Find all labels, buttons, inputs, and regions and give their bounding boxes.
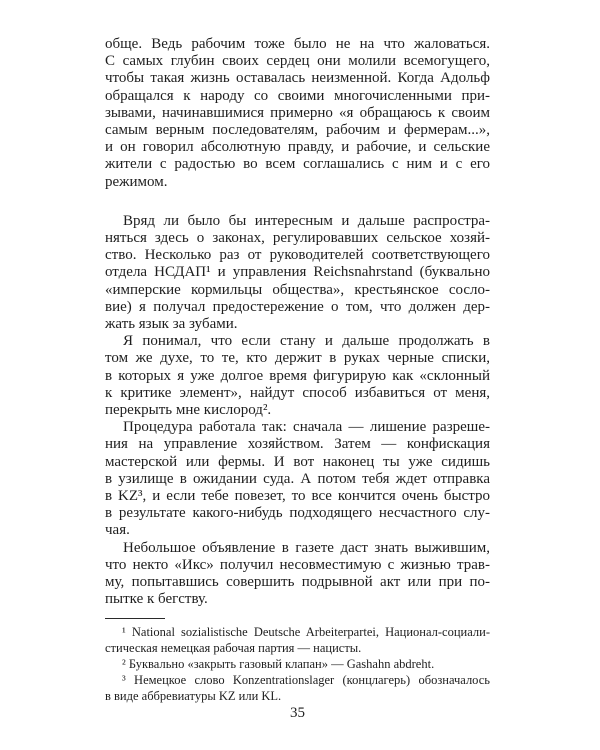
text-line: самым верным последователям, рабочим и фермерам...», xyxy=(105,122,490,139)
text-line: ния на управление хозяйством. Затем — конфискация xyxy=(105,436,490,453)
text-line: мастерской или фермы. И вот наконец ты уже сидишь xyxy=(105,453,490,470)
footnote-line: ² Буквально «закрыть газовый клапан» — Gashahn abdreht. xyxy=(122,657,435,671)
text-line: С самых глубин своих сердец они молили всемогущего, xyxy=(105,53,490,70)
text-line: Небольшое объявление в газете даст знать выжившим, xyxy=(123,539,490,556)
main-text xyxy=(105,36,490,609)
text-line: жители с радостью во всем соглашались с ним и с его xyxy=(105,156,490,173)
footnotes xyxy=(105,624,490,704)
text-line: перекрыть мне кислород². xyxy=(105,402,272,419)
text-line: что некто «Икс» получил несовместимую с жизнью трав- xyxy=(105,556,490,573)
text-line: му, попытавшись совершить подрывной акт или при по- xyxy=(105,574,490,591)
text-line: Вряд ли было бы интересным и дальше распростра- xyxy=(123,212,490,229)
text-line: няться здесь о законах, регулировавших сельское хозяй- xyxy=(105,230,490,247)
text-line: чтобы такая жизнь оставалась неизменной. Когда Адольф xyxy=(105,70,490,87)
text-line: в узилище в ожидании суда. А потом тебя ждет отправка xyxy=(105,470,490,487)
text-line: том же духе, то те, кто держит в руках черные списки, xyxy=(105,350,490,367)
text-line: ство. Несколько раз от руководителей соответствующего xyxy=(105,247,490,264)
text-line: обще. Ведь рабочим тоже было не на что жаловаться. xyxy=(105,36,490,52)
text-line: «имперские кормильцы общества», крестьянское сосло- xyxy=(105,281,490,298)
text-line: к критике элемент», найдут способ избавиться от меня, xyxy=(105,384,490,401)
paragraph xyxy=(105,333,490,419)
text-line: отдела НСДАП¹ и управления Reichsnahrstand (буквально xyxy=(105,264,490,281)
paragraph xyxy=(105,213,490,333)
paragraph xyxy=(105,36,490,191)
paragraph xyxy=(105,419,490,539)
text-line: зывами, начинавшимися примерно «я обращаюсь к своим xyxy=(105,104,490,121)
text-line: и он говорил абсолютную правду, и рабочие, и сельские xyxy=(105,139,490,156)
footnote xyxy=(105,656,490,672)
text-line: обращался к народу со своими многочисленными при- xyxy=(105,87,490,104)
footnote-line: ¹ National sozialistische Deutsche Arbeiterpartei, Национал-социали- xyxy=(122,625,490,639)
footnote-line: стическая немецкая рабочая партия — нацисты. xyxy=(105,641,362,655)
paragraph xyxy=(105,540,490,609)
page-number: 35 xyxy=(290,705,305,721)
text-line: чая. xyxy=(105,522,130,539)
footnote-line: ³ Немецкое слово Konzentrationslager (концлагерь) обозначалось xyxy=(122,673,490,687)
footnote xyxy=(105,624,490,656)
text-line: вие) я получал предостережение о том, что должен дер- xyxy=(105,298,490,315)
footnote-line: в виде аббревиатуры KZ или KL. xyxy=(105,689,282,703)
text-line: режимом. xyxy=(105,173,168,190)
text-line: Я понимал, что если стану и дальше продолжать в xyxy=(123,333,490,350)
footnote xyxy=(105,672,490,704)
text-line: Процедура работала так: сначала — лишение разреше- xyxy=(123,419,490,436)
text-line: жать язык за зубами. xyxy=(105,316,238,333)
footnote-separator xyxy=(105,618,165,619)
text-line: в результате какого-нибудь подходящего несчастного слу- xyxy=(105,505,490,522)
text-line: пытке к бегству. xyxy=(105,591,208,608)
text-line: в KZ³, и если тебе повезет, то все кончится очень быстро xyxy=(105,488,490,505)
text-line: в которых я уже долгое время фигурирую как «склонный xyxy=(105,367,490,384)
